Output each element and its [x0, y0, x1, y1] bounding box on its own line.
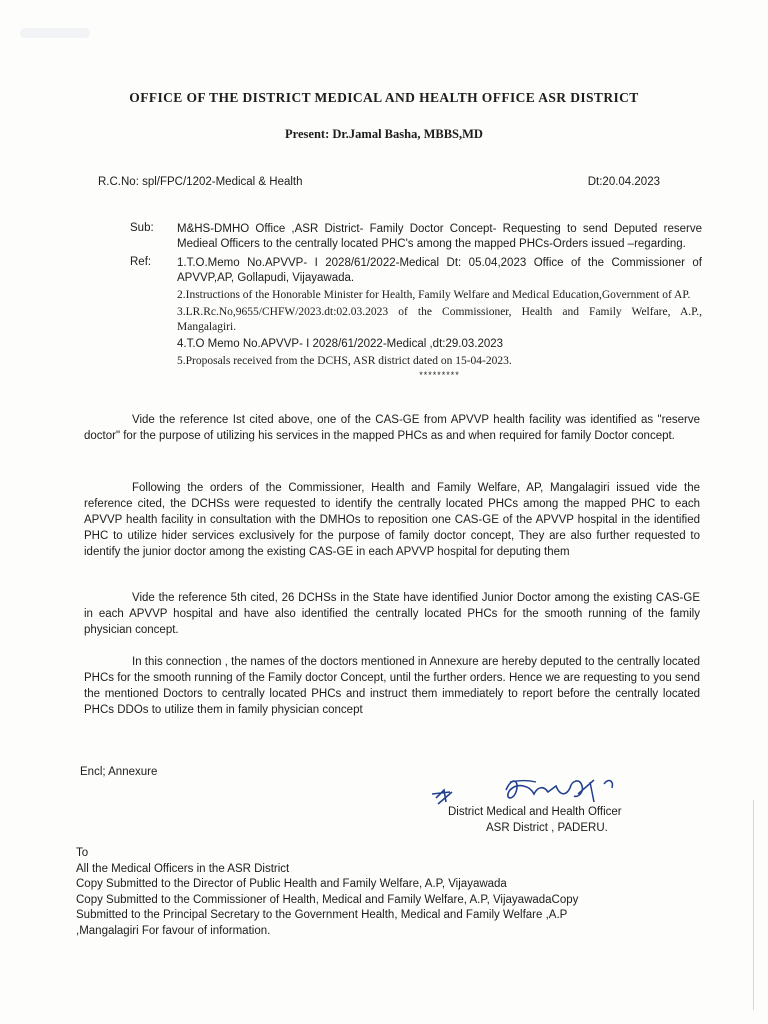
paragraph-text: Vide the reference 5th cited, 26 DCHSs in the State have identified Junior Doctor among the existing CAS-GE in each APVVP hospital and have also identified the centrally located PHCs for the smooth running of the family physician concept. — [84, 592, 700, 636]
distribution-line: All the Medical Officers in the ASR District — [76, 862, 290, 875]
paragraph-text: Following the orders of the Commissioner, Health and Family Welfare, AP, Mangalagiri issued vide the reference cited, the DCHSs were requested to identify the centrally located PHCs among the mapped PHC to each APVVP health facility in consultation with the DMHOs to reposition one CAS-GE of the APVVP hospital in the identified PHC to utilize hider services exclusively for the purpose of family doctor concept, They are also further requested to identify the junior doctor among the existing CAS-GE in each APVVP hospital for deputing them — [84, 482, 700, 558]
distribution-line: ,Mangalagiri For favour of information. — [76, 924, 271, 937]
subject-row — [130, 222, 702, 252]
subject-text: M&HS-DMHO Office ,ASR District- Family Doctor Concept- Requesting to send Deputed reserve Medieal Officers to the centrally located PHC's among the mapped PHCs-Orders issued –regarding. — [177, 223, 702, 250]
paragraph-text: In this connection , the names of the doctors mentioned in Annexure are hereby deputed to the centrally located PHCs for the smooth running of the Family doctor Concept, until the further orders. Hence we are requesting to you send the mentioned Doctors to centrally located PHCs and instruct them immediately to report before the centrally located PHCs DDOs to utilize them in family physician concept — [84, 656, 700, 716]
scan-edge-line — [753, 800, 754, 1010]
reference-item: 2.Instructions of the Honorable Minister for Health, Family Welfare and Medical Education,Government of AP. — [177, 289, 691, 301]
distribution-line: Submitted to the Principal Secretary to the Government Health, Medical and Family Welfare ,A.P — [76, 909, 568, 921]
distribution-line: Copy Submitted to the Director of Public Health and Family Welfare, A.P, Vijayawada — [76, 878, 507, 890]
signatory-place: ASR District , PADERU. — [486, 822, 608, 834]
reference-item: 5.Proposals received from the DCHS, ASR district dated on 15-04-2023. — [177, 355, 512, 367]
reference-list — [177, 256, 702, 369]
body-paragraph — [84, 412, 700, 444]
to-label: To — [76, 847, 89, 859]
present-officer: Present: Dr.Jamal Basha, MBBS,MD — [285, 127, 483, 141]
scan-smudge — [20, 28, 90, 38]
separator-stars: ********* — [419, 370, 460, 380]
paragraph-text: Vide the reference Ist cited above, one of the CAS-GE from APVVP health facility was identified as "reserve doctor" for the purpose of utilizing his services in the mapped PHCs as and when required for family Doctor concept. — [84, 414, 700, 442]
body-paragraph — [84, 654, 700, 718]
reference-item: 1.T.O.Memo No.APVVP- I 2028/61/2022-Medical Dt: 05.04,2023 Office of the Commissioner of APVVP,AP, Gollapudi, Vijayawada. — [177, 257, 702, 284]
office-title: OFFICE OF THE DISTRICT MEDICAL AND HEALTH OFFICE ASR DISTRICT — [129, 90, 639, 105]
references-label: Ref: — [130, 256, 152, 268]
enclosure-note: Encl; Annexure — [80, 766, 158, 778]
reference-item: 3.LR.Rc.No,9655/CHFW/2023.dt:02.03.2023 of the Commissioner, Health and Family Welfare, A.P., Mangalagiri. — [177, 306, 702, 333]
subject-label: Sub: — [130, 222, 154, 234]
distribution-line: Copy Submitted to the Commissioner of Health, Medical and Family Welfare, A.P, VijayawadaCopy — [76, 893, 579, 906]
body-paragraph — [84, 480, 700, 560]
signatory-title: District Medical and Health Officer — [448, 806, 622, 818]
reference-item: 4.T.O Memo No.APVVP- I 2028/61/2022-Medical ,dt:29.03.2023 — [177, 338, 504, 350]
rc-number: R.C.No: spl/FPC/1202-Medical & Health — [98, 176, 303, 188]
reference-line — [98, 176, 660, 188]
references-body — [177, 256, 702, 383]
subject-reference-block — [130, 222, 702, 383]
references-row — [130, 256, 702, 383]
body-paragraph — [84, 590, 700, 638]
distribution-block — [76, 846, 676, 939]
document-date: Dt:20.04.2023 — [587, 176, 660, 188]
